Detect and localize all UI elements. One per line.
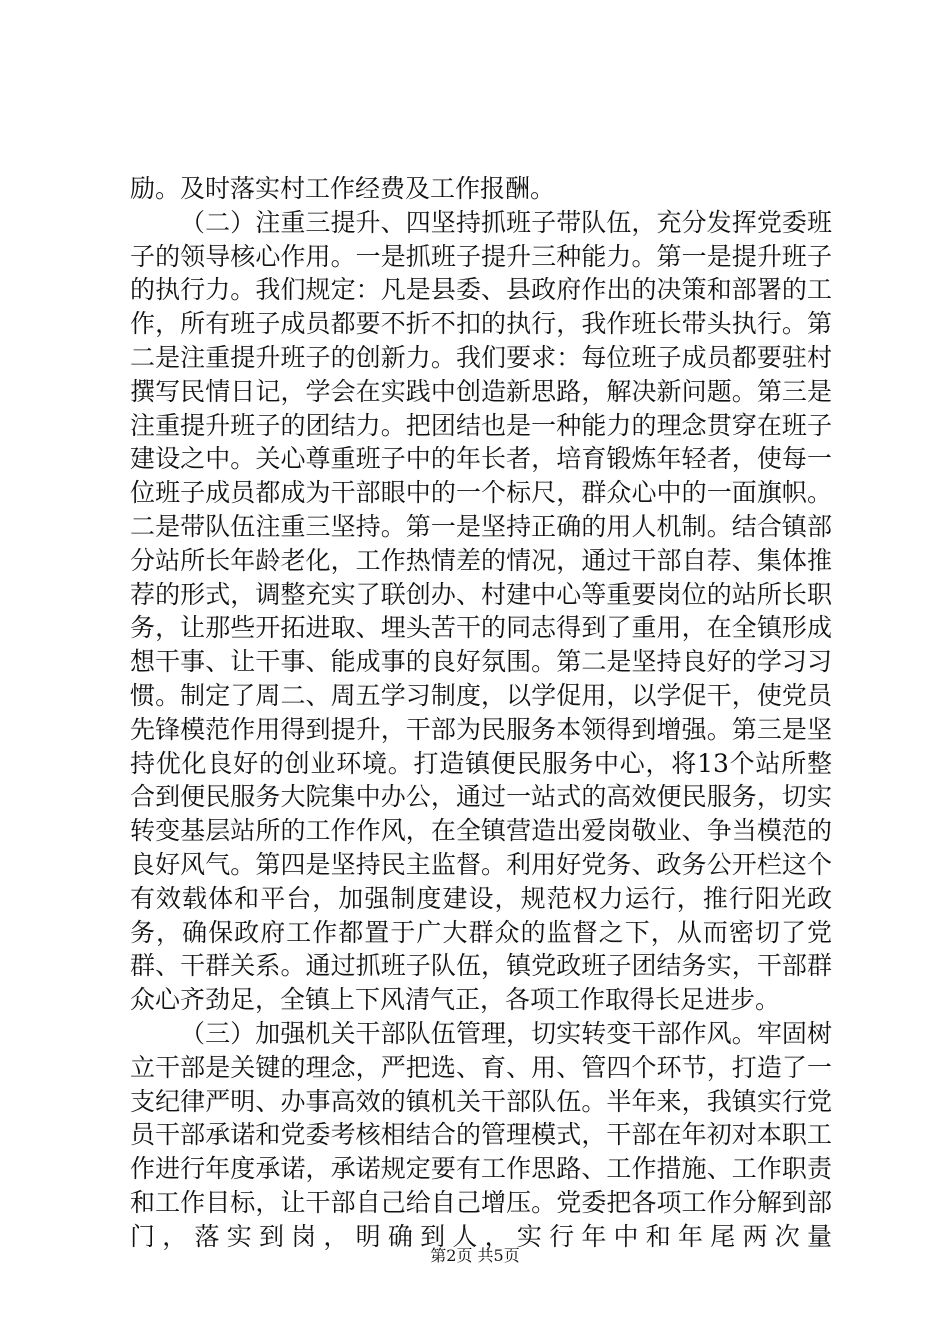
page-number-footer: 第2页 共5页: [430, 1246, 520, 1265]
paragraph-section-three: （三）加强机关干部队伍管理，切实转变干部作风。牢固树立干部是关键的理念，严把选、育、用、管四个环节，打造了一支纪律严明、办事高效的镇机关干部队伍。半年来，我镇实行党员干部承诺和党委考核相结合的管理模式，干部在年初对本职工作进行年度承诺，承诺规定要有工作思路、工作措施、工作职责和工作目标，让干部自己给自己增压。党委把各项工作分解到部门，落实到岗，明确到人，实行年中和年尾两次量: [130, 1018, 832, 1251]
paragraph-section-two: （二）注重三提升、四坚持抓班子带队伍，充分发挥党委班子的领导核心作用。一是抓班子提升三种能力。第一是提升班子的执行力。我们规定：凡是县委、县政府作出的决策和部署的工作，所有班子成员都要不折不扣的执行，我作班长带头执行。第二是注重提升班子的创新力。我们要求：每位班子成员都要驻村撰写民情日记，学会在实践中创造新思路，解决新问题。第三是注重提升班子的团结力。把团结也是一种能力的理念贯穿在班子建设之中。关心尊重班子中的年长者，培育锻炼年轻者，使每一位班子成员都成为干部眼中的一个标尺，群众心中的一面旗帜。二是带队伍注重三坚持。第一是坚持正确的用人机制。结合镇部分站所长年龄老化，工作热情差的情况，通过干部自荐、集体推荐的形式，调整充实了联创办、村建中心等重要岗位的站所长职务，让那些开拓进取、埋头苦干的同志得到了重用，在全镇形成想干事、让干事、能成事的良好氛围。第二是坚持良好的学习习惯。制定了周二、周五学习制度，以学促用，以学促干，使党员先锋模范作用得到提升，干部为民服务本领得到增强。第三是坚持优化良好的创业环境。打造镇便民服务中心，将13个站所整合到便民服务大院集中办公，通过一站式的高效便民服务，切实转变基层站所的工作作风，在全镇营造出爱岗敬业、争当模范的良好风气。第四是坚持民主监督。利用好党务、政务公开栏这个有效载体和平台，加强制度建设，规范权力运行，推行阳光政务，确保政府工作都置于广大群众的监督之下，从而密切了党群、干群关系。通过抓班子队伍，镇党政班子团结务实，干部群众心齐劲足，全镇上下风清气正，各项工作取得长足进步。: [130, 207, 832, 1015]
paragraph-continuation: 励。及时落实村工作经费及工作报酬。: [130, 174, 556, 203]
document-body: [130, 172, 832, 1254]
